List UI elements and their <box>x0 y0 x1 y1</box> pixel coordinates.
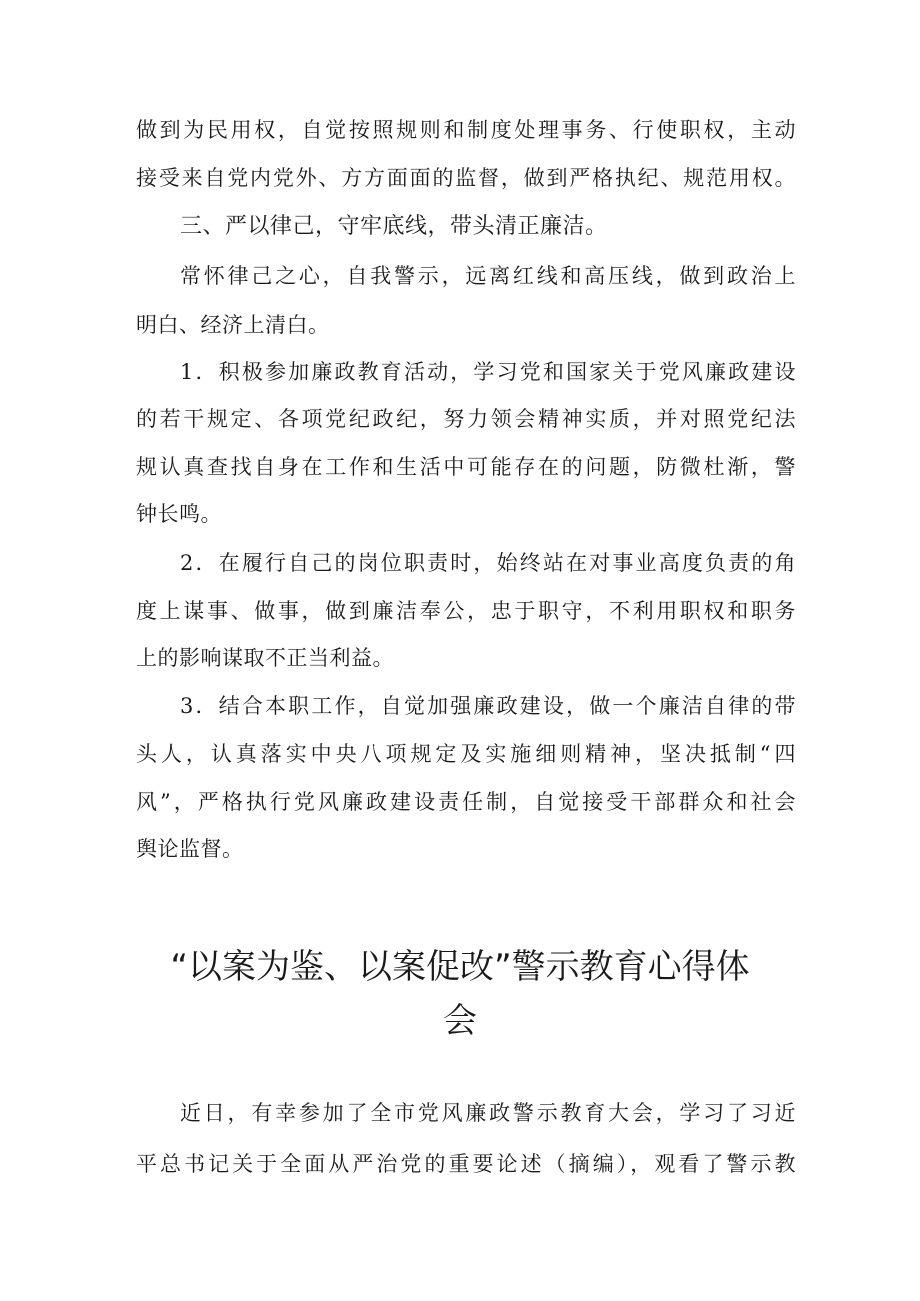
article-line-1: 近日，有幸参加了全市党风廉政警示教育大会，学习了习近 <box>180 1101 796 1125</box>
list-item-2-line-3: 上的影响谋取不正当利益。 <box>136 646 394 670</box>
article-line-2: 平总书记关于全面从严治党的重要论述（摘编），观看了警示教 <box>136 1152 796 1176</box>
list-item-2-line-1: 2．在履行自己的岗位职责时，始终站在对事业高度负责的角 <box>180 551 796 575</box>
list-item-3-line-1: 3．结合本职工作，自觉加强廉政建设，做一个廉洁自律的带 <box>180 694 796 718</box>
list-item-1-line-2: 的若干规定、各项党纪政纪，努力领会精神实质，并对照党纪法 <box>136 407 796 431</box>
body-line-5: 明白、经济上清白。 <box>136 313 330 337</box>
list-item-3-line-2: 头人，认真落实中央八项规定及实施细则精神，坚决抵制“四 <box>136 742 796 766</box>
article-title-line-2: 会 <box>443 1001 477 1041</box>
body-line-2: 接受来自党内党外、方方面面的监督，做到严格执纪、规范用权。 <box>136 166 796 190</box>
section-heading-3: 三、严以律己，守牢底线，带头清正廉洁。 <box>180 214 608 239</box>
list-item-3-line-3: 风”，严格执行党风廉政建设责任制，自觉接受干部群众和社会 <box>136 790 796 814</box>
body-line-4: 常怀律己之心，自我警示，远离红线和高压线，做到政治上 <box>180 264 796 288</box>
article-title-line-1: “以案为鉴、以案促改”警示教育心得体 <box>170 947 750 987</box>
list-item-1-line-4: 钟长鸣。 <box>136 502 222 526</box>
list-item-3-line-4: 舆论监督。 <box>136 837 244 861</box>
list-item-1-line-3: 规认真查找自身在工作和生活中可能存在的问题，防微杜渐，警 <box>136 455 796 479</box>
body-line-1: 做到为民用权，自觉按照规则和制度处理事务、行使职权，主动 <box>136 118 796 142</box>
list-item-2-line-2: 度上谋事、做事，做到廉洁奉公，忠于职守，不利用职权和职务 <box>136 599 796 623</box>
list-item-1-line-1: 1．积极参加廉政教育活动，学习党和国家关于党风廉政建设 <box>180 360 796 384</box>
